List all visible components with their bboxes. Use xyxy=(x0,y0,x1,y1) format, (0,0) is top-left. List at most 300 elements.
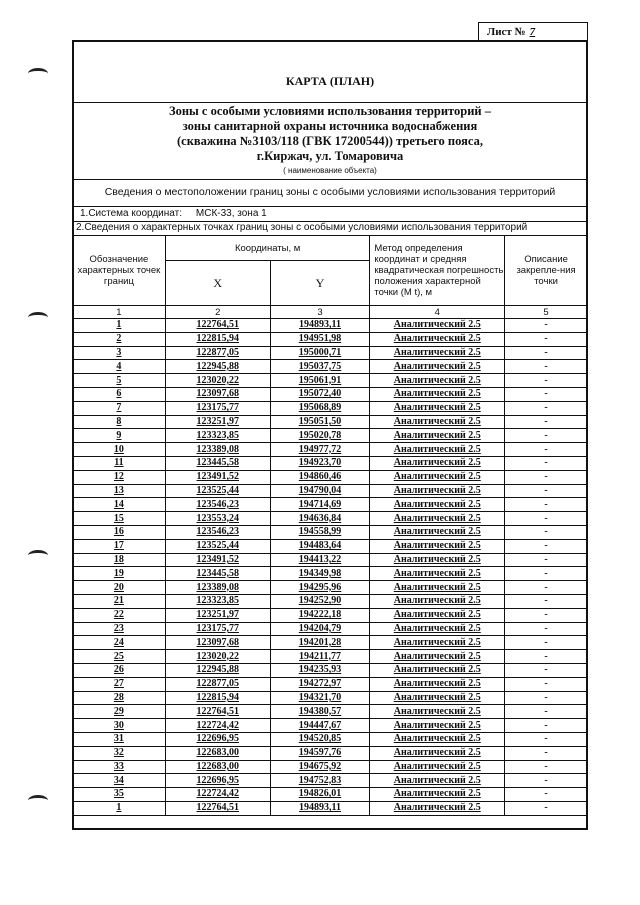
table-row xyxy=(73,443,588,457)
description xyxy=(505,663,588,677)
coord-y xyxy=(270,387,370,401)
point-id xyxy=(73,608,166,622)
method xyxy=(370,360,505,374)
coord-y-text: 194272,97 xyxy=(298,678,342,690)
description xyxy=(505,525,588,539)
table-row xyxy=(73,401,588,415)
coord-y xyxy=(270,456,370,470)
coord-x-text: 123175,77 xyxy=(196,622,239,634)
object-caption: ( наименование объекта) xyxy=(283,166,377,175)
description xyxy=(505,801,588,815)
method-text: Аналитический 2.5 xyxy=(393,636,481,648)
coord-y xyxy=(270,746,370,760)
point-id-text: 35 xyxy=(113,788,124,800)
method-text: Аналитический 2.5 xyxy=(393,540,481,552)
coord-y-text: 194222,18 xyxy=(298,609,342,621)
coord-y xyxy=(270,539,370,553)
coord-y xyxy=(270,319,370,333)
method-text: Аналитический 2.5 xyxy=(393,609,481,621)
coord-x xyxy=(165,801,270,815)
divider xyxy=(74,179,586,180)
description xyxy=(505,443,588,457)
table-row xyxy=(73,677,588,691)
coord-x xyxy=(165,553,270,567)
coord-x xyxy=(165,360,270,374)
divider xyxy=(74,102,586,103)
point-id xyxy=(73,746,166,760)
point-id xyxy=(73,663,166,677)
description-text: - xyxy=(544,705,548,717)
coord-y-text: 195068,89 xyxy=(298,402,342,414)
header-x: X xyxy=(165,261,270,306)
method-text: Аналитический 2.5 xyxy=(393,498,481,510)
method-text: Аналитический 2.5 xyxy=(393,443,481,455)
method-text: Аналитический 2.5 xyxy=(393,402,481,414)
point-id xyxy=(73,650,166,664)
description xyxy=(505,788,588,802)
method xyxy=(370,705,505,719)
coord-x-text: 123553,24 xyxy=(196,512,239,524)
method xyxy=(370,374,505,388)
point-id xyxy=(73,774,166,788)
coord-x-text: 122696,95 xyxy=(196,733,239,745)
coord-x xyxy=(165,429,270,443)
point-id-text: 3 xyxy=(116,346,122,358)
coord-x-text: 123389,08 xyxy=(196,443,239,455)
coord-y xyxy=(270,567,370,581)
point-id-text: 13 xyxy=(113,484,124,496)
description xyxy=(505,346,588,360)
method-text: Аналитический 2.5 xyxy=(393,471,481,483)
point-id-text: 16 xyxy=(113,526,124,538)
point-id-text: 5 xyxy=(116,374,122,386)
sheet-label: Лист № xyxy=(487,26,526,38)
method xyxy=(370,456,505,470)
coord-x xyxy=(165,443,270,457)
method xyxy=(370,801,505,815)
point-id xyxy=(73,622,166,636)
coord-y xyxy=(270,774,370,788)
point-id-text: 33 xyxy=(113,760,124,772)
coord-x xyxy=(165,525,270,539)
coord-y xyxy=(270,374,370,388)
point-id-text: 18 xyxy=(113,553,124,565)
coord-x xyxy=(165,732,270,746)
coord-y-text: 194321,70 xyxy=(298,691,342,703)
point-id-text: 26 xyxy=(113,664,124,676)
description xyxy=(505,636,588,650)
description-text: - xyxy=(544,747,548,759)
coord-x xyxy=(165,415,270,429)
point-id-text: 10 xyxy=(113,443,124,455)
method-text: Аналитический 2.5 xyxy=(393,733,481,745)
point-id xyxy=(73,374,166,388)
coord-x xyxy=(165,387,270,401)
object-name-line: зоны санитарной охраны источника водоснабжения xyxy=(182,119,478,133)
method-text: Аналитический 2.5 xyxy=(393,774,481,786)
method-text: Аналитический 2.5 xyxy=(393,802,481,814)
point-id xyxy=(73,415,166,429)
coord-y xyxy=(270,553,370,567)
description xyxy=(505,387,588,401)
table-row xyxy=(73,567,588,581)
table-row xyxy=(73,581,588,595)
description-text: - xyxy=(544,595,548,607)
description-text: - xyxy=(544,333,548,345)
point-id-text: 6 xyxy=(116,388,122,400)
point-id xyxy=(73,387,166,401)
table-row xyxy=(73,705,588,719)
coord-x-text: 122724,42 xyxy=(196,719,239,731)
coord-x-text: 122724,42 xyxy=(196,788,239,800)
method-text: Аналитический 2.5 xyxy=(393,747,481,759)
description-text: - xyxy=(544,457,548,469)
coord-y xyxy=(270,691,370,705)
coord-y-text: 194558,99 xyxy=(298,526,342,538)
description xyxy=(505,774,588,788)
coord-x xyxy=(165,470,270,484)
table-row xyxy=(73,512,588,526)
method-text: Аналитический 2.5 xyxy=(393,374,481,386)
coord-y xyxy=(270,470,370,484)
method xyxy=(370,691,505,705)
point-id-text: 22 xyxy=(113,609,124,621)
table-row xyxy=(73,553,588,567)
coord-x-text: 123097,68 xyxy=(196,636,239,648)
coord-y xyxy=(270,594,370,608)
description-text: - xyxy=(544,484,548,496)
point-id xyxy=(73,539,166,553)
coord-y-text: 194893,11 xyxy=(299,319,341,331)
description xyxy=(505,332,588,346)
point-id-text: 8 xyxy=(116,415,122,427)
point-id xyxy=(73,401,166,415)
coord-x-text: 122877,05 xyxy=(196,346,239,358)
coord-y-text: 194951,98 xyxy=(298,333,342,345)
table-row xyxy=(73,374,588,388)
binder-hole-mark xyxy=(28,312,48,323)
description xyxy=(505,677,588,691)
method-text: Аналитический 2.5 xyxy=(393,622,481,634)
description-text: - xyxy=(544,733,548,745)
method xyxy=(370,429,505,443)
coord-y-text: 195051,50 xyxy=(298,415,342,427)
description xyxy=(505,360,588,374)
coord-x-text: 123445,58 xyxy=(196,567,239,579)
coord-x-text: 123323,85 xyxy=(196,595,239,607)
table-row xyxy=(73,387,588,401)
coord-x-text: 123097,68 xyxy=(196,388,239,400)
column-number: 2 xyxy=(165,306,270,319)
method xyxy=(370,719,505,733)
point-id-text: 15 xyxy=(113,512,124,524)
coord-y xyxy=(270,705,370,719)
coord-y xyxy=(270,760,370,774)
description-text: - xyxy=(544,678,548,690)
point-id xyxy=(73,705,166,719)
method xyxy=(370,539,505,553)
description-text: - xyxy=(544,567,548,579)
description-text: - xyxy=(544,402,548,414)
method-text: Аналитический 2.5 xyxy=(393,512,481,524)
table-row xyxy=(73,650,588,664)
point-id-text: 31 xyxy=(113,733,124,745)
coord-y xyxy=(270,443,370,457)
coord-x-text: 123491,52 xyxy=(196,553,239,565)
description-text: - xyxy=(544,664,548,676)
coord-y xyxy=(270,498,370,512)
method xyxy=(370,677,505,691)
coord-y-text: 194252,90 xyxy=(298,595,342,607)
coord-y xyxy=(270,484,370,498)
coord-y-text: 194201,28 xyxy=(298,636,342,648)
table-row xyxy=(73,760,588,774)
description xyxy=(505,608,588,622)
coord-x xyxy=(165,677,270,691)
coord-x xyxy=(165,539,270,553)
point-id-text: 24 xyxy=(113,636,124,648)
point-id-text: 30 xyxy=(113,719,124,731)
point-id-text: 25 xyxy=(113,650,124,662)
description-text: - xyxy=(544,471,548,483)
point-id xyxy=(73,581,166,595)
coord-x-text: 123251,97 xyxy=(196,609,239,621)
table-row xyxy=(73,746,588,760)
coord-y-text: 194675,92 xyxy=(298,760,342,772)
description-text: - xyxy=(544,788,548,800)
description-text: - xyxy=(544,719,548,731)
section-title: Сведения о местоположении границ зоны с особыми условиями использования территорий xyxy=(104,186,556,198)
description xyxy=(505,401,588,415)
coord-y xyxy=(270,663,370,677)
method-text: Аналитический 2.5 xyxy=(393,457,481,469)
description xyxy=(505,512,588,526)
method-text: Аналитический 2.5 xyxy=(393,346,481,358)
coord-x xyxy=(165,456,270,470)
coord-y-text: 194235,93 xyxy=(298,664,342,676)
description-text: - xyxy=(544,443,548,455)
points-table xyxy=(72,235,588,816)
sheet-number: 7 xyxy=(529,26,536,38)
description xyxy=(505,691,588,705)
method xyxy=(370,774,505,788)
coord-x xyxy=(165,346,270,360)
coord-x-text: 122815,94 xyxy=(196,691,239,703)
point-id xyxy=(73,456,166,470)
coord-x-text: 123323,85 xyxy=(196,429,239,441)
coord-x-text: 122683,00 xyxy=(196,760,239,772)
description xyxy=(505,319,588,333)
coord-x xyxy=(165,636,270,650)
point-id xyxy=(73,512,166,526)
coord-x-text: 123525,44 xyxy=(196,484,239,496)
method-text: Аналитический 2.5 xyxy=(393,388,481,400)
table-row xyxy=(73,691,588,705)
coord-x-text: 122815,94 xyxy=(196,333,239,345)
coord-y-text: 195000,71 xyxy=(298,346,342,358)
method xyxy=(370,636,505,650)
method xyxy=(370,346,505,360)
coord-x xyxy=(165,512,270,526)
description xyxy=(505,732,588,746)
point-id xyxy=(73,525,166,539)
coord-y-text: 194636,84 xyxy=(298,512,342,524)
point-id xyxy=(73,801,166,815)
coord-x-text: 122764,51 xyxy=(196,705,239,717)
method xyxy=(370,498,505,512)
description xyxy=(505,705,588,719)
table-row xyxy=(73,788,588,802)
point-id xyxy=(73,788,166,802)
coord-x xyxy=(165,663,270,677)
coord-y-text: 194211,77 xyxy=(299,650,341,662)
sheet-number-box xyxy=(478,22,588,40)
coord-y-text: 195020,78 xyxy=(298,429,342,441)
coord-y-text: 194893,11 xyxy=(299,802,341,814)
coord-y xyxy=(270,429,370,443)
point-id xyxy=(73,553,166,567)
description xyxy=(505,374,588,388)
method-text: Аналитический 2.5 xyxy=(393,664,481,676)
description xyxy=(505,553,588,567)
description xyxy=(505,484,588,498)
coord-x-text: 122764,51 xyxy=(196,319,239,331)
method-text: Аналитический 2.5 xyxy=(393,595,481,607)
method xyxy=(370,581,505,595)
coord-x xyxy=(165,581,270,595)
coord-y xyxy=(270,415,370,429)
point-id-text: 20 xyxy=(113,581,124,593)
coord-system xyxy=(80,208,267,219)
coord-x xyxy=(165,608,270,622)
description-text: - xyxy=(544,650,548,662)
coord-x-text: 123020,22 xyxy=(196,374,239,386)
method-text: Аналитический 2.5 xyxy=(393,319,481,331)
coord-y xyxy=(270,719,370,733)
method xyxy=(370,567,505,581)
coord-y xyxy=(270,346,370,360)
table-row xyxy=(73,360,588,374)
description-text: - xyxy=(544,609,548,621)
coord-x xyxy=(165,746,270,760)
point-id-text: 1 xyxy=(116,319,122,331)
description xyxy=(505,760,588,774)
method xyxy=(370,401,505,415)
table-row xyxy=(73,456,588,470)
description xyxy=(505,594,588,608)
coord-y-text: 194204,79 xyxy=(298,622,342,634)
header-method: Метод определения координат и средняя квадратическая погрешность положения характерной точки (М t), м xyxy=(370,236,505,306)
coord-y xyxy=(270,677,370,691)
description-text: - xyxy=(544,512,548,524)
object-name xyxy=(74,104,586,164)
document-title: КАРТА (ПЛАН) xyxy=(285,74,375,88)
point-id-text: 32 xyxy=(113,747,124,759)
point-id-text: 19 xyxy=(113,567,124,579)
coord-y-text: 194826,01 xyxy=(298,788,342,800)
description xyxy=(505,622,588,636)
coord-x xyxy=(165,567,270,581)
point-id xyxy=(73,677,166,691)
coord-x xyxy=(165,401,270,415)
method xyxy=(370,732,505,746)
table-row xyxy=(73,484,588,498)
description-text: - xyxy=(544,360,548,372)
point-id-text: 14 xyxy=(113,498,124,510)
coord-y-text: 194520,85 xyxy=(298,733,342,745)
method xyxy=(370,525,505,539)
description-text: - xyxy=(544,553,548,565)
column-number: 4 xyxy=(370,306,505,319)
method-text: Аналитический 2.5 xyxy=(393,484,481,496)
coord-x xyxy=(165,691,270,705)
coord-x xyxy=(165,719,270,733)
description xyxy=(505,539,588,553)
description-text: - xyxy=(544,415,548,427)
column-number: 1 xyxy=(73,306,166,319)
point-id xyxy=(73,732,166,746)
point-id xyxy=(73,443,166,457)
coord-x-text: 123389,08 xyxy=(196,581,239,593)
coord-y xyxy=(270,360,370,374)
header-designation: Обозначение характерных точек границ xyxy=(73,236,166,306)
table-row xyxy=(73,498,588,512)
coord-x xyxy=(165,498,270,512)
description-text: - xyxy=(544,540,548,552)
method-text: Аналитический 2.5 xyxy=(393,333,481,345)
method xyxy=(370,622,505,636)
coord-y-text: 194295,96 xyxy=(298,581,342,593)
coord-x-text: 123445,58 xyxy=(196,457,239,469)
header-y: Y xyxy=(270,261,370,306)
method-text: Аналитический 2.5 xyxy=(393,691,481,703)
coord-x xyxy=(165,774,270,788)
method-text: Аналитический 2.5 xyxy=(393,719,481,731)
coord-x-text: 122877,05 xyxy=(196,678,239,690)
table-row xyxy=(73,801,588,815)
point-id-text: 9 xyxy=(116,429,122,441)
method-text: Аналитический 2.5 xyxy=(393,650,481,662)
header-coords: Координаты, м xyxy=(165,236,370,261)
coord-y-text: 195072,40 xyxy=(298,388,342,400)
coord-y xyxy=(270,801,370,815)
coord-y xyxy=(270,401,370,415)
description xyxy=(505,650,588,664)
description xyxy=(505,567,588,581)
description xyxy=(505,581,588,595)
coord-x-text: 122683,00 xyxy=(196,747,239,759)
point-id-text: 4 xyxy=(116,360,122,372)
coord-x xyxy=(165,484,270,498)
description-text: - xyxy=(544,374,548,386)
coord-x xyxy=(165,705,270,719)
coord-x xyxy=(165,760,270,774)
description-text: - xyxy=(544,581,548,593)
method-text: Аналитический 2.5 xyxy=(393,553,481,565)
point-id xyxy=(73,498,166,512)
object-name-line: (скважина №3103/118 (ГВК 17200544)) третьего пояса, xyxy=(177,134,483,148)
point-id xyxy=(73,567,166,581)
point-id xyxy=(73,594,166,608)
document-frame xyxy=(72,40,588,830)
coord-y-text: 194597,76 xyxy=(298,747,342,759)
coord-y xyxy=(270,525,370,539)
coord-x xyxy=(165,650,270,664)
method-text: Аналитический 2.5 xyxy=(393,678,481,690)
table-row xyxy=(73,470,588,484)
table-row xyxy=(73,663,588,677)
point-id-text: 21 xyxy=(113,595,124,607)
